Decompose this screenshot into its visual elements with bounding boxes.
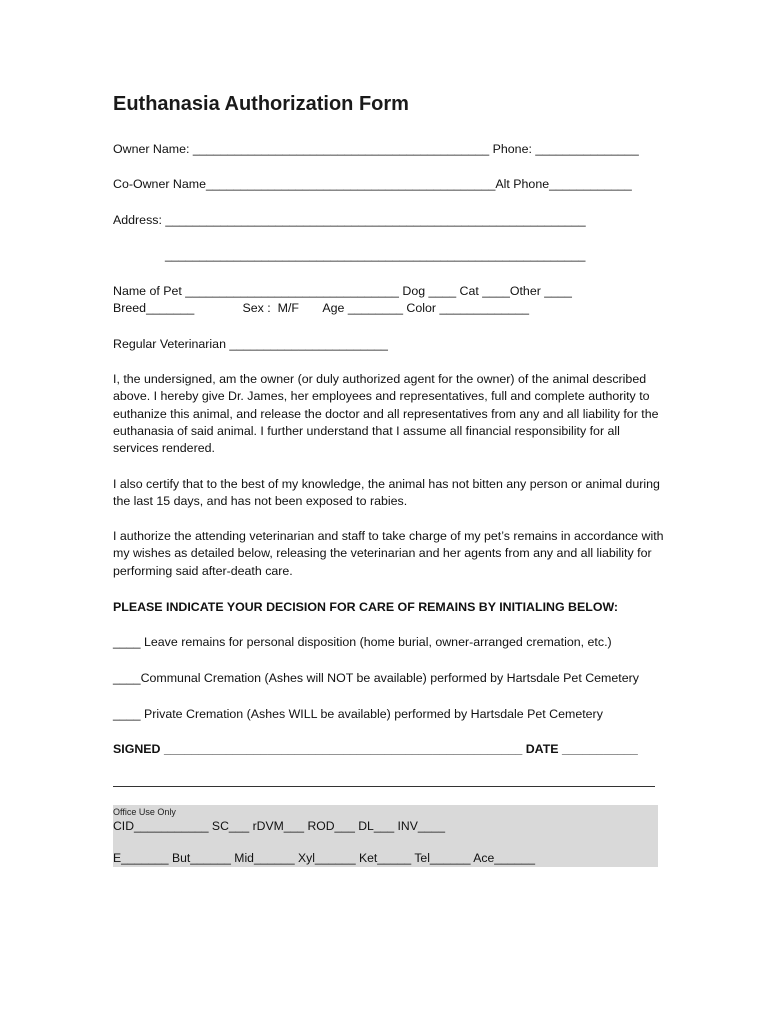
option-communal-cremation[interactable]: ____Communal Cremation (Ashes will NOT be available) performed by Hartsdale Pet Cemetery — [113, 671, 639, 685]
office-row-2[interactable]: E_______ But______ Mid______ Xyl______ Ket_____ Tel______ Ace______ — [113, 851, 535, 865]
office-use-label: Office Use Only — [113, 807, 176, 817]
divider-line — [113, 786, 655, 787]
remains-instruction-heading: PLEASE INDICATE YOUR DECISION FOR CARE OF REMAINS BY INITIALING BELOW: — [113, 600, 619, 614]
option-personal-disposition[interactable]: ____ Leave remains for personal disposition (home burial, owner-arranged cremation, etc.) — [113, 635, 612, 649]
signature-date-field[interactable]: SIGNED ____________________________________________________ DATE ___________ — [113, 742, 638, 756]
breed-field[interactable]: Breed_______ Sex : M/F Age ________ Color _____________ — [113, 301, 530, 315]
remains-authorization-paragraph: I authorize the attending veterinarian and staff to take charge of my pet’s remains in accordance with my wishes as detailed below, releasing the veterinarian and her agents from any and all liability for performing said after-death care. — [113, 529, 664, 578]
address-field[interactable]: Address: _____________________________________________________________ — [113, 213, 586, 227]
address-field-line2[interactable]: _____________________________________________________________ — [165, 248, 586, 262]
office-row-1[interactable]: CID___________ SC___ rDVM___ ROD___ DL___ INV____ — [113, 819, 445, 833]
pet-name-field[interactable]: Name of Pet _______________________________ Dog ____ Cat ____Other ____ — [113, 284, 572, 298]
rabies-certification-paragraph: I also certify that to the best of my knowledge, the animal has not bitten any person or animal during the last 15 days, and has not been exposed to rabies. — [113, 477, 660, 509]
office-use-box — [113, 805, 658, 867]
regular-vet-field[interactable]: Regular Veterinarian _______________________ — [113, 337, 388, 351]
form-title: Euthanasia Authorization Form — [113, 93, 409, 115]
owner-name-field[interactable]: Owner Name: ___________________________________________ Phone: _______________ — [113, 142, 639, 156]
co-owner-field[interactable]: Co-Owner Name__________________________________________Alt Phone____________ — [113, 177, 632, 191]
authorization-paragraph: I, the undersigned, am the owner (or duly authorized agent for the owner) of the animal described above. I hereby give Dr. James, her employees and representatives, full and complete authority to euthanize this animal, and release the doctor and all representatives from any and all liability for the euthanasia of said animal. I further understand that I assume all financial responsibility for all services rendered. — [113, 372, 659, 456]
option-private-cremation[interactable]: ____ Private Cremation (Ashes WILL be available) performed by Hartsdale Pet Cemetery — [113, 707, 603, 721]
